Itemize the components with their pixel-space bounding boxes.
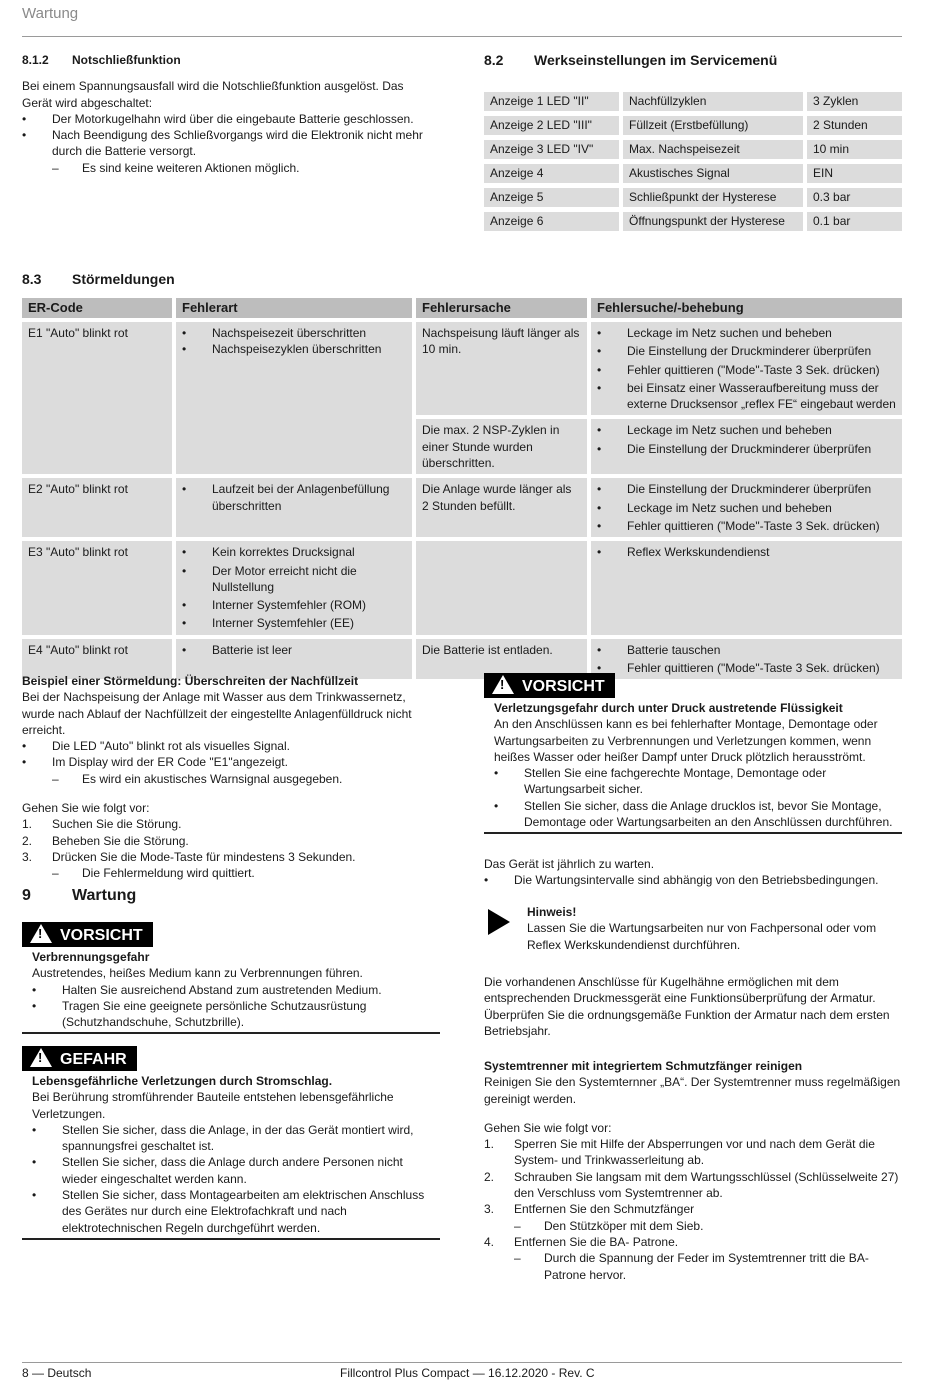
table-row: E4 "Auto" blinkt rot • Batterie ist leer Die Batterie ist entladen. • Batterie tauschen • Fehler quittieren ("Mode"-Taste 3 Sek. drücken) [22,639,902,680]
list-item: – Es sind keine weiteren Aktionen möglich. [22,160,427,176]
section-heading: 8.2 Werkseinstellungen im Servicemenü [484,52,778,68]
paragraph: Die vorhandenen Anschlüsse für Kugelhähne ermöglichen mit dem entsprechenden Druckmessgerät eine Funktionsüberprüfung der Armatur. Überprüfen Sie die ordnungsgemäße Funktion der Armatur nach dem ersten Betriebsjahr. [484,975,890,1038]
page-header-title: Wartung [22,5,79,22]
warning-title: Verletzungsgefahr durch unter Druck austretende Flüssigkeit [494,701,843,715]
section-heading-9: 9 Wartung [22,887,137,904]
list-item: • Stellen Sie sicher, dass die Anlage drucklos ist, bevor Sie Montage, Demontage oder Wartungsarbeiten an den Anschlüssen durchführen. [494,798,902,831]
table-header-row: ER-Code Fehlerart Fehlerursache Fehlersuche/-behebung [22,298,902,318]
footer-page: 8 — Deutsch [22,1366,92,1380]
warning-block-pressure [484,673,902,834]
warning-block-burn [22,922,440,1034]
list-item: • Tragen Sie eine geeignete persönliche Schutzausrüstung (Schutzhandschuhe, Schutzbrille). [32,998,440,1031]
list-item: 2. Beheben Sie die Störung. [22,833,189,848]
paragraph: Bei einem Spannungsausfall wird die Notschließfunktion ausgelöst. Das Gerät wird abgeschaltet: [22,79,404,110]
paragraph: Gehen Sie wie folgt vor: [22,801,150,816]
list-item: 2. Schrauben Sie langsam mit dem Wartungsschlüssel (Schlüsselweite 27) den Verschluss vom Systemtrenner ab. [484,1169,899,1201]
footer-doc: Fillcontrol Plus Compact — 16.12.2020 - Rev. C [340,1366,595,1380]
list-item: • Stellen Sie sicher, dass Montagearbeiten am elektrischen Anschluss des Gerätes nur durch eine Elektrofachkraft und nach elektrotechnischen Regeln durchgeführt werden. [32,1187,440,1236]
table-row: Anzeige 6 Öffnungspunkt der Hysterese 0.1 bar [484,212,902,231]
footer-divider [22,1362,902,1363]
warning-divider [484,832,902,834]
warning-divider [22,1238,440,1240]
warning-title: Verbrennungsgefahr [32,950,150,964]
section-8-2 [484,52,904,68]
list-item: • Der Motorkugelhahn wird über die eingebaute Batterie geschlossen. [22,111,427,127]
paragraph: Bei der Nachspeisung der Anlage mit Wasser aus dem Trinkwassernetz, wurde nach Ablauf der Nachfüllzeit der eingestellte Anlagenfülldruck nicht erreicht. [22,690,412,737]
example-title: Beispiel einer Störmeldung: Überschreiten der Nachfüllzeit [22,674,359,688]
warning-icon [492,675,514,694]
list-item: 3. Entfernen Sie den Schmutzfänger [484,1202,695,1217]
list-item: 4. Entfernen Sie die BA- Patrone. [484,1234,679,1249]
table-row: E1 "Auto" blinkt rot • Nachspeisezeit überschritten • Nachspeisezyklen überschritten Nachspeisung läuft länger als 10 min. • Leckage im Netz suchen und beheben • Die Einstellung der Druckminderer überprüfen • Fehler quittieren ("Mode"-Taste 3 Sek. drücken) • bei Einsatz einer Wasseraufbereitung muss der externe Drucksensor „reflex FE“ eingebaut werden [22,322,902,415]
list-item: • Halten Sie ausreichend Abstand zum austretenden Medium. [32,982,440,998]
section-heading: 8.1.2 Notschließfunktion [22,53,181,67]
list-item: • Die LED "Auto" blinkt rot als visuelles Signal. [22,738,432,754]
hint-title: Hinweis! [527,905,577,919]
list-item: – Den Stützköper mit dem Sieb. [484,1218,902,1234]
list-item: 1. Suchen Sie die Störung. [22,817,182,832]
warning-divider [22,1032,440,1034]
danger-badge: !GEFAHR [22,1046,137,1071]
list-item: – Es wird ein akustisches Warnsignal ausgegeben. [22,771,432,787]
table-row: E2 "Auto" blinkt rot • Laufzeit bei der Anlagenbefüllung überschritten Die Anlage wurde länger als 2 Stunden befüllt. • Die Einstellung der Druckminderer überprüfen • Leckage im Netz suchen und beheben • Fehler quittieren ("Mode"-Taste 3 Sek. drücken) [22,478,902,537]
list-item: – Die Fehlermeldung wird quittiert. [22,865,432,881]
section-8-1-2 [22,52,427,176]
error-table [18,294,906,683]
table-row: Die max. 2 NSP-Zyklen in einer Stunde wurden überschritten. • Leckage im Netz suchen und beheben • Die Einstellung der Druckminderer überprüfen [22,419,902,474]
paragraph: Gehen Sie wie folgt vor: [484,1120,612,1135]
warning-badge: !VORSICHT [484,673,615,698]
table-row: Anzeige 5 Schließpunkt der Hysterese 0.3 bar [484,188,902,207]
paragraph: Austretendes, heißes Medium kann zu Verbrennungen führen. [32,966,363,981]
subsection-title: Systemtrenner mit integriertem Schmutzfänger reinigen [484,1059,803,1073]
paragraph: Bei Berührung stromführender Bauteile entstehen lebensgefährliche Verletzungen. [32,1090,394,1121]
warning-icon [30,924,52,943]
warning-badge: !VORSICHT [22,922,153,947]
list-item: • Die Wartungsintervalle sind abhängig von den Betriebsbedingungen. [484,872,902,888]
example-block [22,673,432,882]
table-row: Anzeige 4 Akustisches Signal EIN [484,164,902,183]
hint-arrow-icon [488,909,510,935]
table-row: Anzeige 2 LED "III" Füllzeit (Erstbefüllung) 2 Stunden [484,116,902,135]
section-heading-8-3: 8.3 Störmeldungen [22,271,175,287]
systemtrenner-section [484,1058,902,1283]
list-item: • Stellen Sie eine fachgerechte Montage, Demontage oder Wartungsarbeit sicher. [494,765,902,798]
table-row: Anzeige 1 LED "II" Nachfüllzyklen 3 Zyklen [484,92,902,111]
paragraph: Das Gerät ist jährlich zu warten. [484,857,655,871]
warning-block-shock [22,1046,440,1240]
maintenance-info [484,856,902,889]
warning-title: Lebensgefährliche Verletzungen durch Stromschlag. [32,1074,333,1088]
warning-icon [30,1048,52,1067]
paragraph: Reinigen Sie den Systemternner „BA“. Der Systemtrenner muss regelmäßigen gereinigt werden. [484,1075,901,1106]
list-item: • Nach Beendigung des Schließvorgangs wird die Elektronik nicht mehr durch die Batterie versorgt. [22,127,427,160]
hint-text: Lassen Sie die Wartungsarbeiten nur von Fachpersonal oder vom Reflex Werkskundendienst durchführen. [527,921,877,952]
table-row: E3 "Auto" blinkt rot • Kein korrektes Drucksignal • Der Motor erreicht nicht die Nullstellung • Interner Systemfehler (ROM) • Interner Systemfehler (EE) • Reflex Werkskundendienst [22,541,902,634]
list-item: • Stellen Sie sicher, dass die Anlage durch andere Personen nicht wieder eingeschaltet werden kann. [32,1154,440,1187]
list-item: 1. Sperren Sie mit Hilfe der Absperrungen vor und nach dem Gerät die System- und Trinkwasserleitung ab. [484,1137,875,1168]
list-item: 3. Drücken Sie die Mode-Taste für mindestens 3 Sekunden. [22,849,356,864]
table-row: Anzeige 3 LED "IV" Max. Nachspeisezeit 10 min [484,140,902,159]
hint-block [527,904,905,953]
paragraph: An den Anschlüssen kann es bei fehlerhafter Montage, Demontage oder Wartungsarbeiten zu Verbrennungen und Verletzungen kommen, wenn heißes Wasser oder heißer Dampf unter Druck plötzlich herausströmt. [494,717,878,764]
list-item: • Stellen Sie sicher, dass die Anlage, in der das Gerät montiert wird, spannungsfrei geschaltet ist. [32,1122,440,1155]
settings-table [480,87,906,236]
list-item: – Durch die Spannung der Feder im Systemtrenner tritt die BA-Patrone hervor. [484,1250,902,1283]
list-item: • Im Display wird der ER Code "E1"angezeigt. [22,754,432,770]
header-divider [22,36,902,37]
